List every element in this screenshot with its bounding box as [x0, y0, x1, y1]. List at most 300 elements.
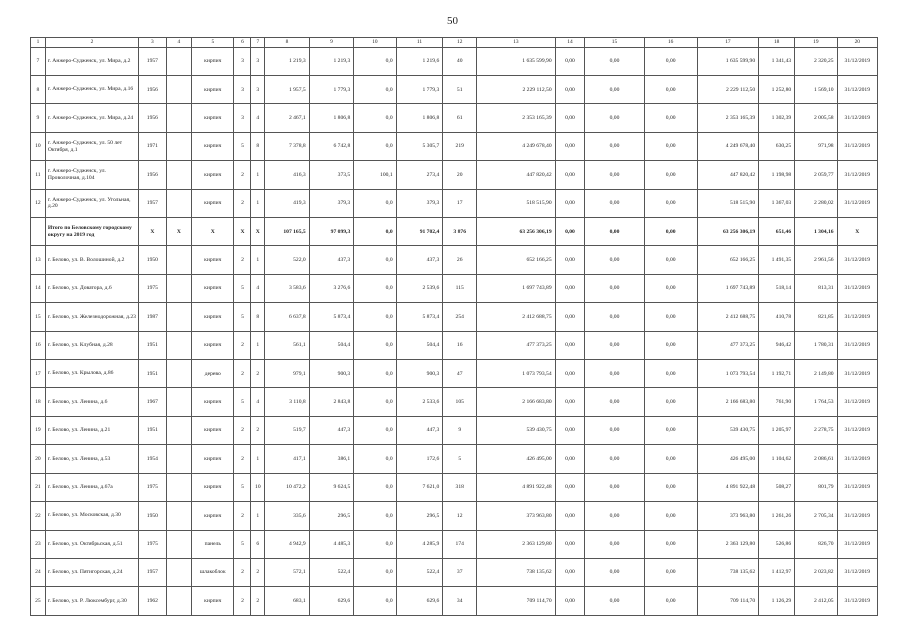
col-17-cell: 2 363 129,80: [697, 530, 758, 558]
col-15-cell: 0,00: [585, 274, 644, 302]
entrances-cell: 1: [251, 161, 265, 189]
completion-date-cell: 31/12/2019: [837, 132, 877, 160]
wall-material-cell: кирпич: [192, 189, 234, 217]
col-4-cell: [166, 502, 191, 530]
year-built-cell: 1967: [139, 388, 167, 416]
address-cell: г. Белово, ул. Ленина, д.6: [45, 388, 138, 416]
year-built-cell: 1956: [139, 76, 167, 104]
wall-material-cell: кирпич: [192, 473, 234, 501]
floors-cell: 3: [234, 104, 251, 132]
address-cell: г. Анжеро-Судженск, ул. Угольная, д.20: [45, 189, 138, 217]
wall-material-cell: кирпич: [192, 76, 234, 104]
entrances-cell: 2: [251, 587, 265, 616]
total-cost-cell: 477 373,25: [477, 331, 555, 359]
table-row: [31, 445, 878, 473]
total-area-cell: 572,1: [265, 558, 310, 586]
cost-per-sqm-cell: 1 261,26: [759, 502, 795, 530]
col-16-cell: 0,00: [644, 558, 697, 586]
nonresidential-area-cell: 0,0: [354, 274, 396, 302]
completion-date-cell: 31/12/2019: [837, 502, 877, 530]
total-area-cell: 335,6: [265, 502, 310, 530]
col-14-cell: 0,00: [555, 587, 585, 616]
col-16-cell: 0,00: [644, 360, 697, 388]
living-area-cell: 1 219,3: [309, 47, 354, 75]
column-number-cell: 3: [139, 38, 167, 48]
col-19-cell: 2 412,05: [795, 587, 837, 616]
address-cell: г. Анжеро-Судженск, ул. Мира, д.16: [45, 76, 138, 104]
column-number-cell: 5: [192, 38, 234, 48]
nonresidential-area-cell: 0,0: [354, 47, 396, 75]
cost-per-sqm-cell: 526,86: [759, 530, 795, 558]
entrances-cell: 1: [251, 189, 265, 217]
total-area-cell: 6 637,8: [265, 303, 310, 331]
col-4-cell: [166, 76, 191, 104]
total-cost-cell: 1 073 793,54: [477, 360, 555, 388]
col-19-cell: 2 320,25: [795, 47, 837, 75]
col-19-cell: 2 280,02: [795, 189, 837, 217]
wall-material-cell: шлакоблок: [192, 558, 234, 586]
completion-date-cell: 31/12/2019: [837, 587, 877, 616]
total-cost-cell: 4 249 678,40: [477, 132, 555, 160]
year-built-total-cell: X: [139, 218, 167, 246]
col-4-cell: [166, 388, 191, 416]
col-14-cell: 0,00: [555, 530, 585, 558]
residents-cell: 174: [443, 530, 477, 558]
table-row: [31, 76, 878, 104]
wall-material-cell: кирпич: [192, 132, 234, 160]
cost-per-sqm-cell: 1 198,98: [759, 161, 795, 189]
cost-per-sqm-cell: 1 491,35: [759, 246, 795, 274]
floors-cell: 5: [234, 473, 251, 501]
wall-material-cell: кирпич: [192, 274, 234, 302]
col-17-cell: 1 073 793,54: [697, 360, 758, 388]
total-cost-cell: 1 635 599,90: [477, 47, 555, 75]
area-col-11-cell: 2 539,6: [396, 274, 443, 302]
col-17-cell: 1 697 743,89: [697, 274, 758, 302]
col-17-cell: 373 963,80: [697, 502, 758, 530]
column-number-cell: 16: [644, 38, 697, 48]
entrances-cell: 8: [251, 303, 265, 331]
address-cell: г. Белово, ул. Октябрьская, д.51: [45, 530, 138, 558]
address-cell: г. Белово, ул. Пятигорская, д.24: [45, 558, 138, 586]
total-area-cell: 3 110,8: [265, 388, 310, 416]
entrances-cell: 10: [251, 473, 265, 501]
col-4-cell: [166, 303, 191, 331]
total-area-cell: 522,0: [265, 246, 310, 274]
col-15-cell: 0,00: [585, 530, 644, 558]
year-built-cell: 1956: [139, 104, 167, 132]
area-col-11-cell: 273,4: [396, 161, 443, 189]
living-area-cell: 9 624,5: [309, 473, 354, 501]
row-number-cell: 12: [31, 189, 46, 217]
address-cell: г. Белово, ул. В. Волошиной, д.2: [45, 246, 138, 274]
col-14-cell: 0,00: [555, 274, 585, 302]
col-14-cell: 0,00: [555, 104, 585, 132]
column-number-cell: 8: [265, 38, 310, 48]
nonresidential-area-cell: 0,0: [354, 360, 396, 388]
col-17-cell: 4 891 922,48: [697, 473, 758, 501]
completion-date-cell: 31/12/2019: [837, 161, 877, 189]
column-number-cell: 10: [354, 38, 396, 48]
row-number-cell: 14: [31, 274, 46, 302]
cost-per-sqm-total-cell: 651,46: [759, 218, 795, 246]
year-built-cell: 1956: [139, 161, 167, 189]
col-16-cell: 0,00: [644, 502, 697, 530]
area-col-11-total-cell: 91 702,4: [396, 218, 443, 246]
col-14-cell: 0,00: [555, 558, 585, 586]
total-cost-cell: 539 430,75: [477, 416, 555, 444]
floors-cell: 2: [234, 246, 251, 274]
residents-cell: 51: [443, 76, 477, 104]
address-cell: г. Анжеро-Судженск, ул. Проволочная, д.104: [45, 161, 138, 189]
col-16-cell: 0,00: [644, 76, 697, 104]
col-16-cell: 0,00: [644, 331, 697, 359]
total-area-cell: 561,1: [265, 331, 310, 359]
table-row: [31, 558, 878, 586]
total-cost-cell: 447 820,42: [477, 161, 555, 189]
col-4-cell: [166, 473, 191, 501]
residents-total-cell: 3 876: [443, 218, 477, 246]
address-cell: г. Белово, ул. Ленина, д.67а: [45, 473, 138, 501]
col-17-cell: 518 515,90: [697, 189, 758, 217]
housing-register-table: [30, 37, 878, 616]
completion-date-total-cell: X: [837, 218, 877, 246]
living-area-cell: 3 276,6: [309, 274, 354, 302]
col-16-cell: 0,00: [644, 274, 697, 302]
area-col-11-cell: 4 285,9: [396, 530, 443, 558]
living-area-cell: 2 843,8: [309, 388, 354, 416]
total-area-cell: 419,3: [265, 189, 310, 217]
col-17-cell: 2 229 112,50: [697, 76, 758, 104]
column-number-cell: 9: [309, 38, 354, 48]
nonresidential-area-cell: 0,0: [354, 246, 396, 274]
col-16-cell: 0,00: [644, 104, 697, 132]
completion-date-cell: 31/12/2019: [837, 303, 877, 331]
table-row: [31, 530, 878, 558]
col-4-cell: [166, 132, 191, 160]
completion-date-cell: 31/12/2019: [837, 360, 877, 388]
completion-date-cell: 31/12/2019: [837, 416, 877, 444]
page-number: 50: [447, 15, 458, 27]
area-col-11-cell: 5 873,4: [396, 303, 443, 331]
floors-cell: 5: [234, 303, 251, 331]
living-area-cell: 373,5: [309, 161, 354, 189]
completion-date-cell: 31/12/2019: [837, 445, 877, 473]
nonresidential-area-cell: 0,0: [354, 473, 396, 501]
area-col-11-cell: 1 806,8: [396, 104, 443, 132]
nonresidential-area-cell: 0,0: [354, 558, 396, 586]
floors-cell: 5: [234, 530, 251, 558]
entrances-cell: 6: [251, 530, 265, 558]
total-cost-cell: 2 166 683,80: [477, 388, 555, 416]
living-area-cell: 504,4: [309, 331, 354, 359]
entrances-cell: 2: [251, 360, 265, 388]
col-4-cell: [166, 445, 191, 473]
col-15-cell: 0,00: [585, 473, 644, 501]
column-number-cell: 6: [234, 38, 251, 48]
cost-per-sqm-cell: 518,14: [759, 274, 795, 302]
col-19-cell: 1 569,10: [795, 76, 837, 104]
living-area-cell: 1 779,3: [309, 76, 354, 104]
col-14-cell: 0,00: [555, 76, 585, 104]
column-number-header-row: [31, 38, 878, 48]
column-number-cell: 1: [31, 38, 46, 48]
year-built-cell: 1957: [139, 47, 167, 75]
living-area-cell: 1 806,8: [309, 104, 354, 132]
cost-per-sqm-cell: 508,27: [759, 473, 795, 501]
col-19-cell: 2 005,58: [795, 104, 837, 132]
year-built-cell: 1971: [139, 132, 167, 160]
residents-cell: 105: [443, 388, 477, 416]
col-16-cell: 0,00: [644, 132, 697, 160]
col-14-cell: 0,00: [555, 47, 585, 75]
living-area-cell: 437,3: [309, 246, 354, 274]
total-cost-total-cell: 63 256 306,19: [477, 218, 555, 246]
row-number-cell: 24: [31, 558, 46, 586]
residents-cell: 17: [443, 189, 477, 217]
address-cell: г. Анжеро-Судженск, ул. 50 лет Октября, д.1: [45, 132, 138, 160]
row-number-cell: 11: [31, 161, 46, 189]
total-label-cell: Итого по Беловскому городскому округу на 2019 год: [45, 218, 138, 246]
col-4-cell: [166, 587, 191, 616]
col-4-cell: [166, 189, 191, 217]
col-19-cell: 826,70: [795, 530, 837, 558]
table-row: [31, 388, 878, 416]
residents-cell: 37: [443, 558, 477, 586]
table-row: [31, 473, 878, 501]
year-built-cell: 1954: [139, 445, 167, 473]
entrances-cell: 3: [251, 47, 265, 75]
cost-per-sqm-cell: 1 205,97: [759, 416, 795, 444]
floors-cell: 2: [234, 587, 251, 616]
completion-date-cell: 31/12/2019: [837, 530, 877, 558]
table-row: [31, 47, 878, 75]
address-cell: г. Белово, ул. Ленина, д.21: [45, 416, 138, 444]
residents-cell: 9: [443, 416, 477, 444]
col-16-cell: 0,00: [644, 161, 697, 189]
year-built-cell: 1951: [139, 360, 167, 388]
completion-date-cell: 31/12/2019: [837, 331, 877, 359]
col-14-cell: 0,00: [555, 473, 585, 501]
total-area-cell: 4 942,9: [265, 530, 310, 558]
residents-cell: 12: [443, 502, 477, 530]
column-number-cell: 17: [697, 38, 758, 48]
total-cost-cell: 738 135,62: [477, 558, 555, 586]
column-number-cell: 15: [585, 38, 644, 48]
wall-material-cell: кирпич: [192, 388, 234, 416]
table-row: [31, 132, 878, 160]
year-built-cell: 1957: [139, 558, 167, 586]
row-number-cell: 18: [31, 388, 46, 416]
col-15-cell: 0,00: [585, 502, 644, 530]
completion-date-cell: 31/12/2019: [837, 76, 877, 104]
col-16-cell: 0,00: [644, 416, 697, 444]
nonresidential-area-cell: 0,0: [354, 416, 396, 444]
area-col-11-cell: 7 621,0: [396, 473, 443, 501]
col-4-cell: [166, 161, 191, 189]
nonresidential-area-cell: 0,0: [354, 189, 396, 217]
area-col-11-cell: 379,3: [396, 189, 443, 217]
nonresidential-area-cell: 0,0: [354, 445, 396, 473]
floors-cell: 5: [234, 132, 251, 160]
row-number-cell: 23: [31, 530, 46, 558]
col-19-cell: 2 961,56: [795, 246, 837, 274]
area-col-11-cell: 2 533,6: [396, 388, 443, 416]
col-16-cell: 0,00: [644, 388, 697, 416]
col-16-cell: 0,00: [644, 303, 697, 331]
cost-per-sqm-cell: 1 412,97: [759, 558, 795, 586]
residents-cell: 26: [443, 246, 477, 274]
row-number-cell: 16: [31, 331, 46, 359]
col-19-cell: 971,98: [795, 132, 837, 160]
col-19-cell: 1 764,53: [795, 388, 837, 416]
total-area-cell: 2 467,1: [265, 104, 310, 132]
col-4-cell: [166, 104, 191, 132]
residents-cell: 20: [443, 161, 477, 189]
table-row: [31, 274, 878, 302]
entrances-cell: 8: [251, 132, 265, 160]
col-4-cell: [166, 558, 191, 586]
nonresidential-area-cell: 0,0: [354, 303, 396, 331]
year-built-cell: 1951: [139, 331, 167, 359]
table-row: [31, 360, 878, 388]
column-number-cell: 4: [166, 38, 191, 48]
residents-cell: 34: [443, 587, 477, 616]
col-4-cell: [166, 530, 191, 558]
entrances-cell: 1: [251, 502, 265, 530]
col-15-cell: 0,00: [585, 331, 644, 359]
residents-cell: 254: [443, 303, 477, 331]
address-cell: г. Белово, ул. Доватора, д.6: [45, 274, 138, 302]
col-17-cell: 477 373,25: [697, 331, 758, 359]
floors-cell: 5: [234, 274, 251, 302]
area-col-11-cell: 629,6: [396, 587, 443, 616]
address-cell: г. Белово, ул. Железнодорожная, д.23: [45, 303, 138, 331]
col-15-total-cell: 0,00: [585, 218, 644, 246]
col-19-cell: 2 149,80: [795, 360, 837, 388]
col-19-cell: 2 086,61: [795, 445, 837, 473]
col-14-cell: 0,00: [555, 416, 585, 444]
column-number-cell: 11: [396, 38, 443, 48]
column-number-cell: 19: [795, 38, 837, 48]
col-17-cell: 2 353 165,39: [697, 104, 758, 132]
total-cost-cell: 709 114,70: [477, 587, 555, 616]
col-14-cell: 0,00: [555, 445, 585, 473]
total-area-total-cell: 107 165,5: [265, 218, 310, 246]
total-cost-cell: 2 229 112,50: [477, 76, 555, 104]
total-area-cell: 683,1: [265, 587, 310, 616]
col-15-cell: 0,00: [585, 558, 644, 586]
cost-per-sqm-cell: 1 367,03: [759, 189, 795, 217]
address-cell: г. Анжеро-Судженск, ул. Мира, д.2: [45, 47, 138, 75]
year-built-cell: 1962: [139, 587, 167, 616]
col-15-cell: 0,00: [585, 189, 644, 217]
living-area-cell: 296,5: [309, 502, 354, 530]
column-number-cell: 7: [251, 38, 265, 48]
col-14-cell: 0,00: [555, 502, 585, 530]
col-16-cell: 0,00: [644, 47, 697, 75]
residents-cell: 16: [443, 331, 477, 359]
residents-cell: 61: [443, 104, 477, 132]
table-row: [31, 246, 878, 274]
entrances-cell: 4: [251, 388, 265, 416]
col-19-cell: 821,85: [795, 303, 837, 331]
floors-cell: 2: [234, 360, 251, 388]
living-area-cell: 629,6: [309, 587, 354, 616]
floors-total-cell: X: [234, 218, 251, 246]
area-col-11-cell: 900,3: [396, 360, 443, 388]
col-15-cell: 0,00: [585, 161, 644, 189]
floors-cell: 2: [234, 502, 251, 530]
wall-material-total-cell: X: [192, 218, 234, 246]
table-row: [31, 331, 878, 359]
nonresidential-area-cell: 0,0: [354, 587, 396, 616]
total-cost-cell: 4 891 922,48: [477, 473, 555, 501]
entrances-cell: 2: [251, 416, 265, 444]
col-16-cell: 0,00: [644, 445, 697, 473]
col-14-cell: 0,00: [555, 132, 585, 160]
year-built-cell: 1951: [139, 416, 167, 444]
completion-date-cell: 31/12/2019: [837, 246, 877, 274]
wall-material-cell: кирпич: [192, 47, 234, 75]
total-area-cell: 1 957,5: [265, 76, 310, 104]
col-15-cell: 0,00: [585, 246, 644, 274]
col-14-cell: 0,00: [555, 246, 585, 274]
cost-per-sqm-cell: 630,25: [759, 132, 795, 160]
row-number-cell: 22: [31, 502, 46, 530]
col-17-cell: 738 135,62: [697, 558, 758, 586]
col-19-cell: 2 023,82: [795, 558, 837, 586]
living-area-cell: 379,3: [309, 189, 354, 217]
year-built-cell: 1975: [139, 274, 167, 302]
table-row: [31, 104, 878, 132]
area-col-11-cell: 296,5: [396, 502, 443, 530]
year-built-cell: 1950: [139, 246, 167, 274]
table-row: [31, 502, 878, 530]
col-14-cell: 0,00: [555, 303, 585, 331]
area-col-11-cell: 1 219,6: [396, 47, 443, 75]
wall-material-cell: кирпич: [192, 502, 234, 530]
residents-cell: 318: [443, 473, 477, 501]
completion-date-cell: 31/12/2019: [837, 104, 877, 132]
table-row: [31, 416, 878, 444]
cost-per-sqm-cell: 1 192,71: [759, 360, 795, 388]
year-built-cell: 1987: [139, 303, 167, 331]
col-17-cell: 539 430,75: [697, 416, 758, 444]
col-4-cell: [166, 416, 191, 444]
living-area-total-cell: 97 099,3: [309, 218, 354, 246]
table-row: [31, 587, 878, 616]
col-17-cell: 2 166 683,80: [697, 388, 758, 416]
col-17-cell: 447 820,42: [697, 161, 758, 189]
wall-material-cell: кирпич: [192, 587, 234, 616]
col-14-cell: 0,00: [555, 360, 585, 388]
col-16-cell: 0,00: [644, 587, 697, 616]
col-17-total-cell: 63 256 306,19: [697, 218, 758, 246]
col-15-cell: 0,00: [585, 360, 644, 388]
table-row: [31, 189, 878, 217]
floors-cell: 2: [234, 416, 251, 444]
col-17-cell: 4 249 678,40: [697, 132, 758, 160]
floors-cell: 2: [234, 331, 251, 359]
col-17-cell: 2 412 688,75: [697, 303, 758, 331]
address-cell: г. Белово, ул. Крылова, д.86: [45, 360, 138, 388]
area-col-11-cell: 5 305,7: [396, 132, 443, 160]
cost-per-sqm-cell: 1 341,43: [759, 47, 795, 75]
address-cell: г. Белово, ул. Ленина, д.53: [45, 445, 138, 473]
address-cell: г. Белово, ул. Р. Люксембург, д.30: [45, 587, 138, 616]
row-number-cell: 7: [31, 47, 46, 75]
